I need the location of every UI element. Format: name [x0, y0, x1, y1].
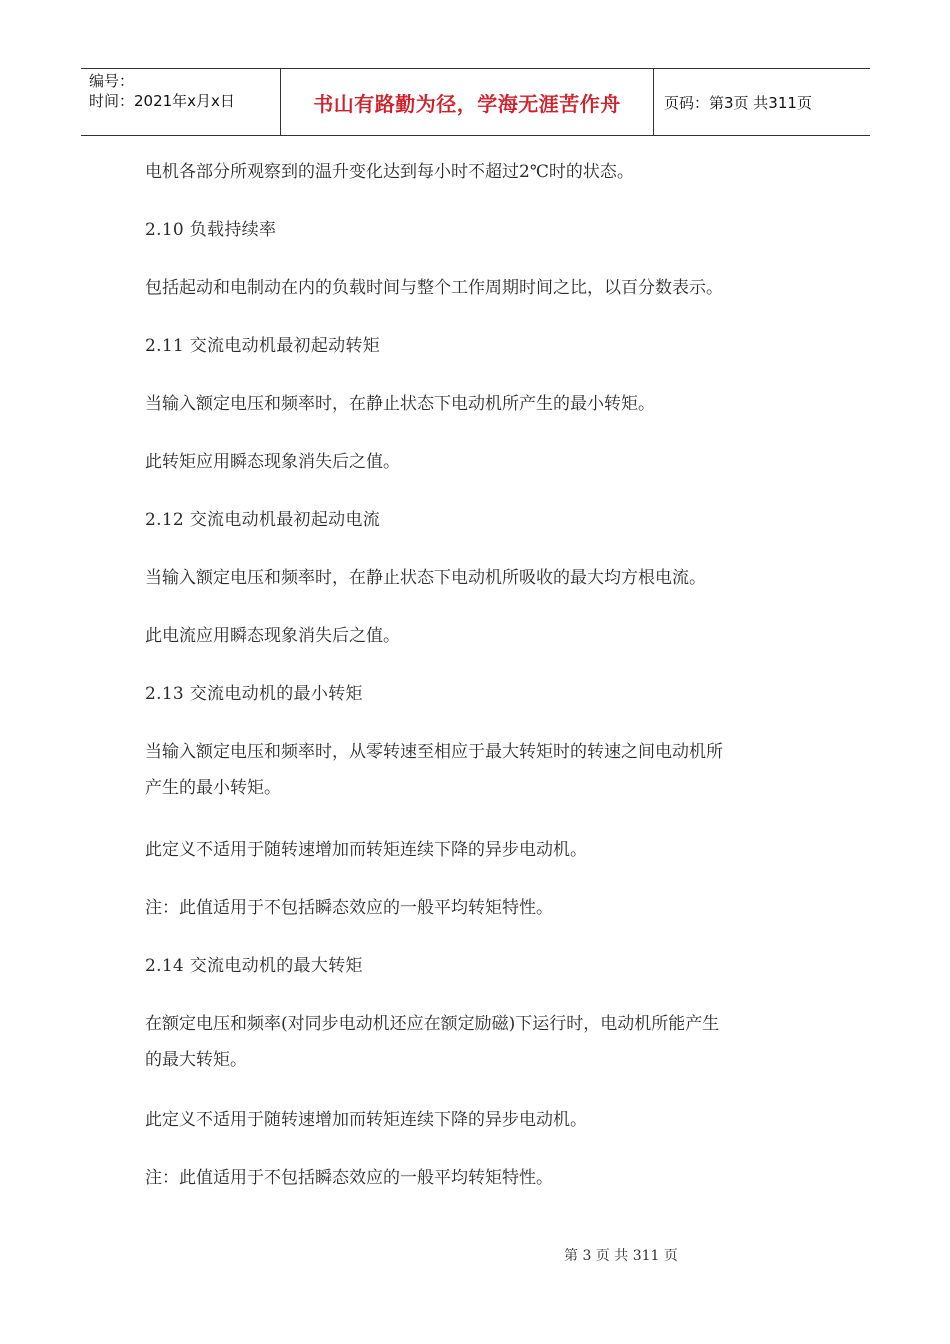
section-heading: 2.13 交流电动机的最小转矩: [145, 684, 363, 704]
section-heading: 2.12 交流电动机最初起动电流: [145, 510, 381, 530]
paragraph-text: 当输入额定电压和频率时，在静止状态下电动机所吸收的最大均方根电流。: [145, 568, 706, 588]
footer-page-number: 第 3 页 共 311 页: [564, 1248, 678, 1264]
paragraph-text: 电机各部分所观察到的温升变化达到每小时不超过2℃时的状态。: [145, 162, 634, 182]
paragraph-text: 包括起动和电制动在内的负载时间与整个工作周期时间之比，以百分数表示。: [145, 278, 723, 298]
document-date-label: 时间：2021年x月x日: [89, 92, 235, 110]
paragraph-text: 此转矩应用瞬态现象消失后之值。: [145, 452, 400, 472]
paragraph-text: 的最大转矩。: [145, 1050, 247, 1070]
paragraph-text: 此定义不适用于随转速增加而转矩连续下降的异步电动机。: [145, 1110, 587, 1130]
note-text: 注：此值适用于不包括瞬态效应的一般平均转矩特性。: [145, 898, 553, 918]
document-number-label: 编号：: [89, 72, 135, 90]
paragraph-text: 在额定电压和频率(对同步电动机还应在额定励磁)下运行时，电动机所能产生: [145, 1014, 720, 1034]
page-header: [81, 68, 870, 136]
paragraph-text: 产生的最小转矩。: [145, 778, 281, 798]
paragraph-text: 当输入额定电压和频率时，从零转速至相应于最大转矩时的转速之间电动机所: [145, 742, 723, 762]
paragraph-text: 此电流应用瞬态现象消失后之值。: [145, 626, 400, 646]
note-text: 注：此值适用于不包括瞬态效应的一般平均转矩特性。: [145, 1168, 553, 1188]
section-heading: 2.11 交流电动机最初起动转矩: [145, 336, 381, 356]
paragraph-text: 当输入额定电压和频率时，在静止状态下电动机所产生的最小转矩。: [145, 394, 655, 414]
header-motto: 书山有路勤为径，学海无涯苦作舟: [281, 69, 654, 135]
header-meta: [81, 69, 281, 135]
header-page-info: 页码：第3页 共311页: [664, 93, 812, 112]
paragraph-text: 此定义不适用于随转速增加而转矩连续下降的异步电动机。: [145, 840, 587, 860]
section-heading: 2.10 负载持续率: [145, 220, 277, 240]
section-heading: 2.14 交流电动机的最大转矩: [145, 956, 363, 976]
